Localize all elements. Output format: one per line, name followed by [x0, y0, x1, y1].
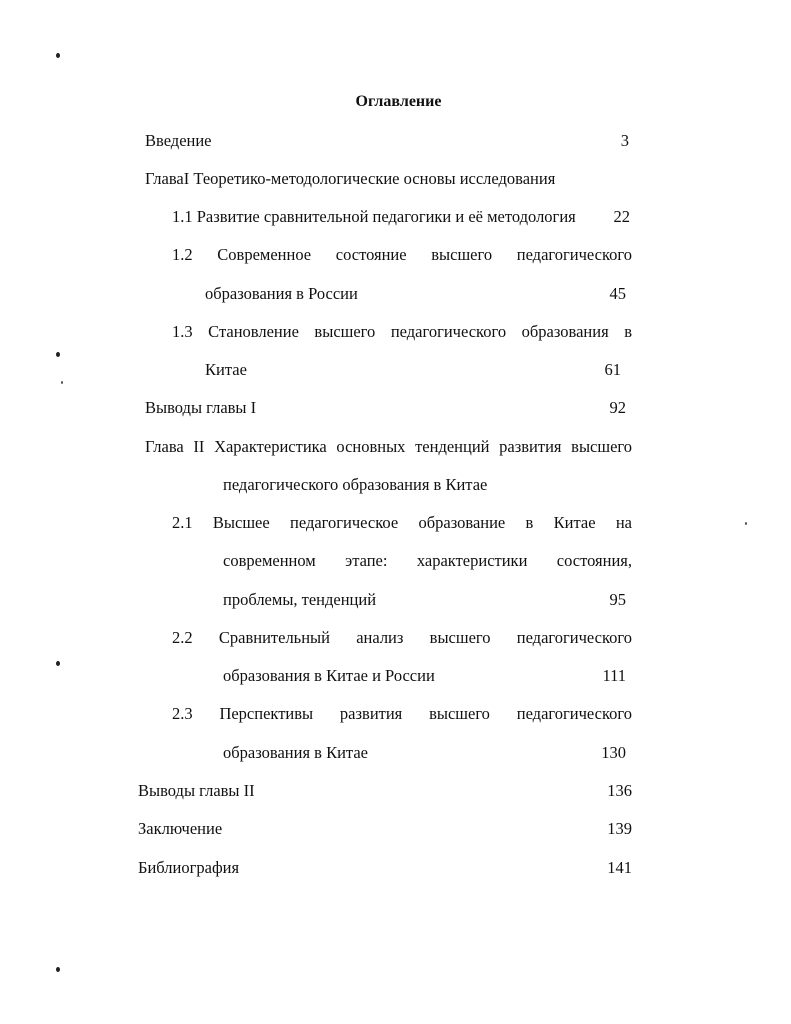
- toc-entry-text-continued: современном этапе: характеристики состояния,: [223, 551, 632, 570]
- toc-entry-page: 136: [607, 781, 632, 800]
- scan-dot: [56, 967, 60, 972]
- toc-entry-text: 2.2 Сравнительный анализ высшего педагогического: [172, 628, 632, 647]
- toc-entry-text: Библиография: [138, 858, 240, 877]
- toc-entry-page: 130: [601, 743, 626, 762]
- toc-entry-text: 2.3 Перспективы развития высшего педагогического: [172, 704, 632, 723]
- scan-dot: [745, 522, 747, 525]
- toc-entry-text-continued: проблемы, тенденций: [223, 590, 377, 609]
- toc-entry-text: Выводы главы I: [145, 398, 257, 417]
- toc-entry-page: 45: [609, 284, 626, 303]
- toc-entry-text: Глава II Характеристика основных тенденций развития высшего: [145, 437, 632, 456]
- toc-entry-text: 2.1 Высшее педагогическое образование в Китае на: [172, 513, 632, 532]
- toc-entry-text-continued: образования в России: [205, 284, 358, 303]
- toc-entry-text-continued: педагогического образования в Китае: [223, 475, 488, 494]
- toc-entry-text: Введение: [145, 131, 212, 150]
- toc-entry-text-continued: образования в Китае: [223, 743, 368, 762]
- toc-entry-text: 1.3 Становление высшего педагогического образования в: [172, 322, 632, 341]
- toc-entry-page: 22: [613, 207, 630, 226]
- toc-entry-page: 141: [607, 858, 632, 877]
- toc-entry-text: 1.2 Современное состояние высшего педагогического: [172, 245, 632, 264]
- page-title: Оглавление: [355, 93, 442, 110]
- toc-entry-page: 95: [609, 590, 626, 609]
- toc-entry-text-continued: Китае: [205, 360, 247, 379]
- toc-entry-page: 139: [607, 819, 632, 838]
- scan-dot: [56, 661, 60, 666]
- scan-dot: [56, 352, 60, 357]
- toc-entry-page: 92: [609, 398, 626, 417]
- toc-entry-page: 61: [604, 360, 621, 379]
- toc-entry-text: ГлаваI Теоретико-методологические основы исследования: [145, 169, 556, 188]
- scan-dot: [61, 381, 63, 384]
- toc-entry-text: Выводы главы II: [138, 781, 255, 800]
- scan-dot: [56, 53, 60, 58]
- toc-entry-text-continued: образования в Китае и России: [223, 666, 435, 685]
- toc-entry-text: 1.1 Развитие сравнительной педагогики и её методология: [172, 207, 576, 226]
- toc-entry-page: 3: [620, 131, 629, 150]
- toc-entry-text: Заключение: [138, 819, 223, 838]
- toc-entry-page: 111: [602, 666, 626, 685]
